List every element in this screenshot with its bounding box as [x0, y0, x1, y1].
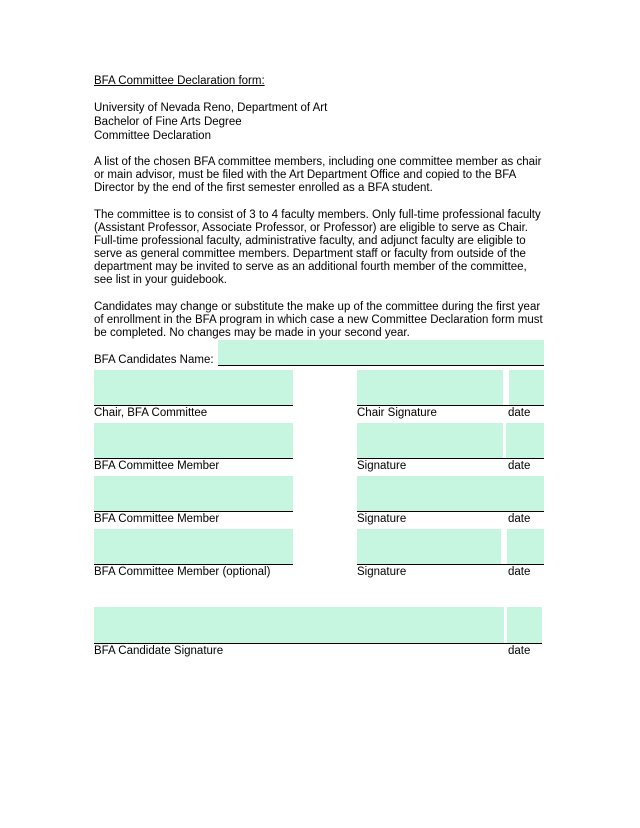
member3-signature-field[interactable]	[357, 529, 501, 564]
header-degree: Bachelor of Fine Arts Degree	[94, 116, 242, 128]
chair-signature-line	[357, 405, 544, 406]
paragraph-line: be completed. No changes may be made in your second year.	[94, 327, 410, 339]
member2-signature-field[interactable]	[357, 476, 544, 511]
candidate-date-field[interactable]	[507, 607, 542, 643]
paragraph-line: Candidates may change or substitute the make up of the committee during the first year	[94, 301, 541, 313]
member3-date-field[interactable]	[507, 529, 544, 564]
member2-signature-label: Signature	[357, 513, 407, 525]
candidate-name-label: BFA Candidates Name:	[94, 354, 214, 366]
member3-signature-line	[357, 564, 544, 565]
form-title: BFA Committee Declaration form:	[94, 75, 265, 87]
candidate-date-label: date	[508, 645, 531, 657]
member3-date-label: date	[508, 566, 531, 578]
candidate-signature-line	[94, 643, 542, 644]
candidate-name-field[interactable]	[218, 340, 544, 366]
member3-name-field[interactable]	[94, 529, 293, 565]
chair-signature-field[interactable]	[357, 370, 503, 405]
paragraph-committee-list	[94, 156, 554, 195]
member2-label: BFA Committee Member	[94, 513, 220, 525]
header-university: University of Nevada Reno, Department of Art	[94, 102, 328, 114]
paragraph-line: or main advisor, must be filed with the Art Department Office and copied to the BFA	[94, 169, 517, 181]
chair-signature-label: Chair Signature	[357, 407, 437, 419]
paragraph-line: Director by the end of the first semester enrolled as a BFA student.	[94, 182, 433, 194]
member2-name-field[interactable]	[94, 476, 293, 512]
member3-signature-label: Signature	[357, 566, 407, 578]
paragraph-line: see list in your guidebook.	[94, 274, 227, 286]
paragraph-line: Full-time professional faculty, administrative faculty, and adjunct faculty are eligible to	[94, 235, 526, 247]
paragraph-line: (Assistant Professor, Associate Professor, or Professor) are eligible to serve as Chair.	[94, 222, 528, 234]
paragraph-line: The committee is to consist of 3 to 4 faculty members. Only full-time professional faculty	[94, 209, 541, 221]
member1-date-field[interactable]	[506, 423, 544, 458]
member1-signature-line	[357, 458, 544, 459]
paragraph-committee-composition	[94, 209, 554, 287]
header-declaration: Committee Declaration	[94, 130, 211, 142]
member1-signature-field[interactable]	[357, 423, 503, 458]
member2-date-label: date	[508, 513, 531, 525]
chair-name-field[interactable]	[94, 370, 293, 406]
chair-label: Chair, BFA Committee	[94, 407, 208, 419]
member3-label: BFA Committee Member (optional)	[94, 566, 271, 578]
paragraph-line: A list of the chosen BFA committee members, including one committee member as chair	[94, 156, 542, 168]
paragraph-line: serve as general committee members. Department staff or faculty from outside of the	[94, 248, 526, 260]
paragraph-changes	[94, 301, 554, 340]
member2-signature-line	[357, 511, 544, 512]
paragraph-line: department may be invited to serve as an additional fourth member of the committee,	[94, 261, 527, 273]
member1-signature-label: Signature	[357, 460, 407, 472]
candidate-signature-field[interactable]	[94, 607, 504, 643]
candidate-signature-label: BFA Candidate Signature	[94, 645, 224, 657]
member1-date-label: date	[508, 460, 531, 472]
chair-date-field[interactable]	[509, 370, 544, 405]
paragraph-line: of enrollment in the BFA program in which case a new Committee Declaration form must	[94, 314, 543, 326]
member1-label: BFA Committee Member	[94, 460, 220, 472]
member1-name-field[interactable]	[94, 423, 293, 459]
chair-date-label: date	[508, 407, 531, 419]
